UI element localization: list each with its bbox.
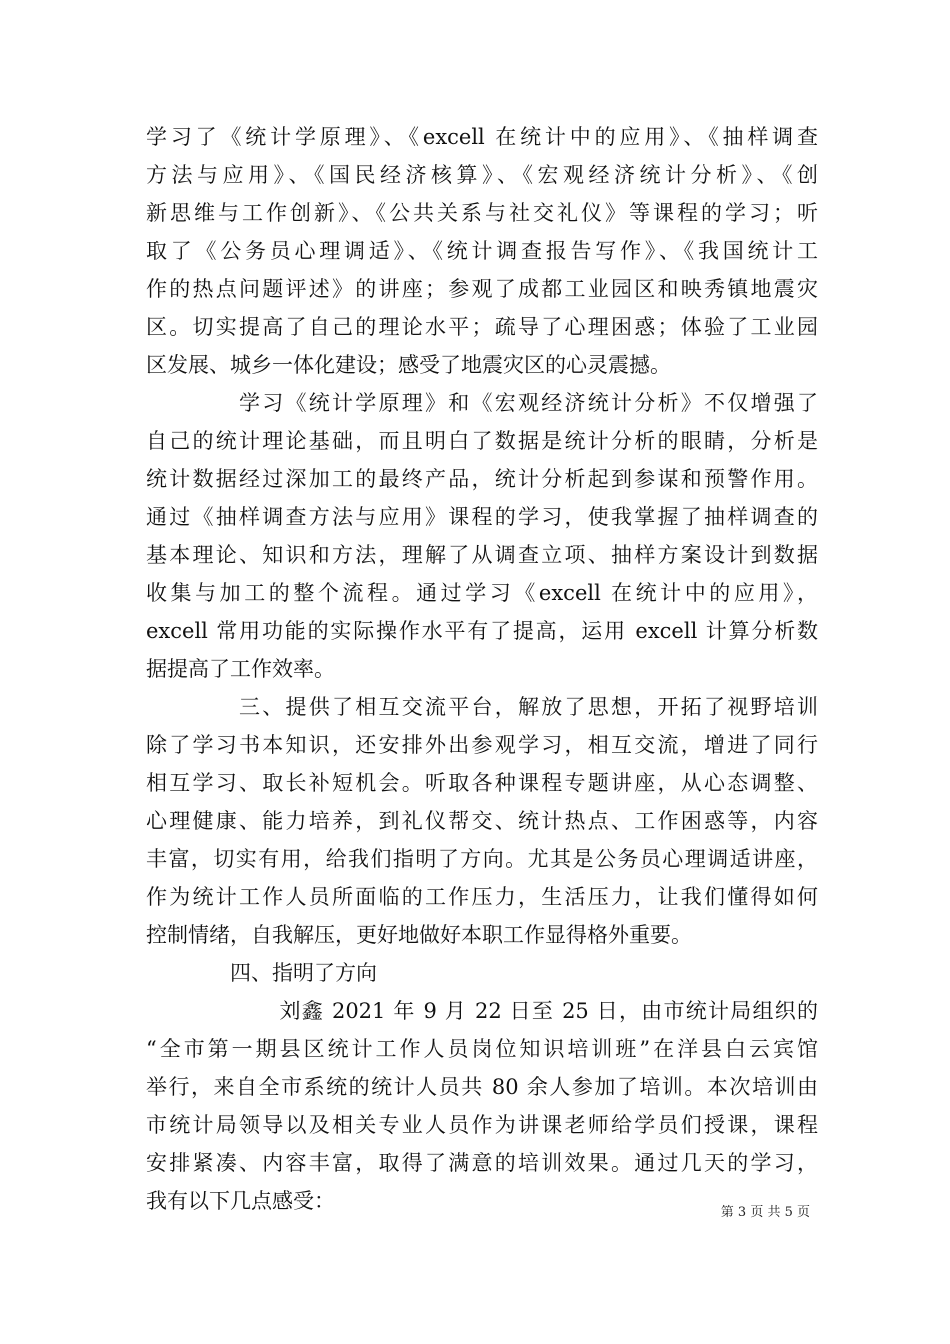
text-line: 区。切实提高了自己的理论水平；疏导了心理困惑；体验了工业园 xyxy=(146,315,818,339)
text-line: 收集与加工的整个流程。通过学习《excell 在统计中的应用》， xyxy=(146,581,818,605)
text-line: 举行，来自全市系统的统计人员共 80 余人参加了培训。本次培训由 xyxy=(146,1075,818,1099)
text-line: 控制情绪，自我解压，更好地做好本职工作显得格外重要。 xyxy=(146,923,692,947)
text-line: 取了《公务员心理调适》、《统计调查报告写作》、《我国统计工 xyxy=(146,239,818,263)
text-line: 相互学习、取长补短机会。听取各种课程专题讲座，从心态调整、 xyxy=(146,771,818,795)
body-text xyxy=(146,118,818,1220)
text-line: 除了学习书本知识，还安排外出参观学习，相互交流，增进了同行 xyxy=(146,733,818,757)
text-line: 作为统计工作人员所面临的工作压力，生活压力，让我们懂得如何 xyxy=(146,885,818,909)
text-line: 新思维与工作创新》、《公共关系与社交礼仪》等课程的学习；听 xyxy=(146,201,818,225)
text-line: 方法与应用》、《国民经济核算》、《宏观经济统计分析》、《创 xyxy=(146,163,818,187)
page-number-footer: 第 3 页 共 5 页 xyxy=(720,1205,810,1220)
text-line: 市统计局领导以及相关专业人员作为讲课老师给学员们授课，课程 xyxy=(146,1113,818,1137)
text-line: 学习《统计学原理》和《宏观经济统计分析》不仅增强了 xyxy=(146,391,818,415)
text-line: 安排紧凑、内容丰富，取得了满意的培训效果。通过几天的学习， xyxy=(146,1151,818,1175)
text-line: “全市第一期县区统计工作人员岗位知识培训班”在洋县白云宾馆 xyxy=(146,1037,818,1061)
text-line: 据提高了工作效率。 xyxy=(146,657,335,681)
text-line: 心理健康、能力培养，到礼仪帮交、统计热点、工作困惑等，内容 xyxy=(146,809,818,833)
text-line: 区发展、城乡一体化建设；感受了地震灾区的心灵震撼。 xyxy=(146,353,671,377)
text-line: 通过《抽样调查方法与应用》课程的学习，使我掌握了抽样调查的 xyxy=(146,505,818,529)
text-line: 作的热点问题评述》的讲座；参观了成都工业园区和映秀镇地震灾 xyxy=(146,277,818,301)
text-line: 统计数据经过深加工的最终产品，统计分析起到参谋和预警作用。 xyxy=(146,467,818,491)
text-line: 我有以下几点感受： xyxy=(146,1189,335,1213)
text-line: 刘鑫 2021 年 9 月 22 日至 25 日，由市统计局组织的 xyxy=(146,999,818,1023)
text-line: 三、提供了相互交流平台，解放了思想，开拓了视野培训 xyxy=(146,695,818,719)
text-line: 丰富，切实有用，给我们指明了方向。尤其是公务员心理调适讲座， xyxy=(146,847,818,871)
text-line: 自己的统计理论基础，而且明白了数据是统计分析的眼睛，分析是 xyxy=(146,429,818,453)
section-heading: 四、指明了方向 xyxy=(146,961,377,985)
text-line: 基本理论、知识和方法，理解了从调查立项、抽样方案设计到数据 xyxy=(146,543,818,567)
text-line: excell 常用功能的实际操作水平有了提高，运用 excell 计算分析数 xyxy=(146,619,818,643)
text-line: 学习了《统计学原理》、《excell 在统计中的应用》、《抽样调查 xyxy=(146,125,818,149)
